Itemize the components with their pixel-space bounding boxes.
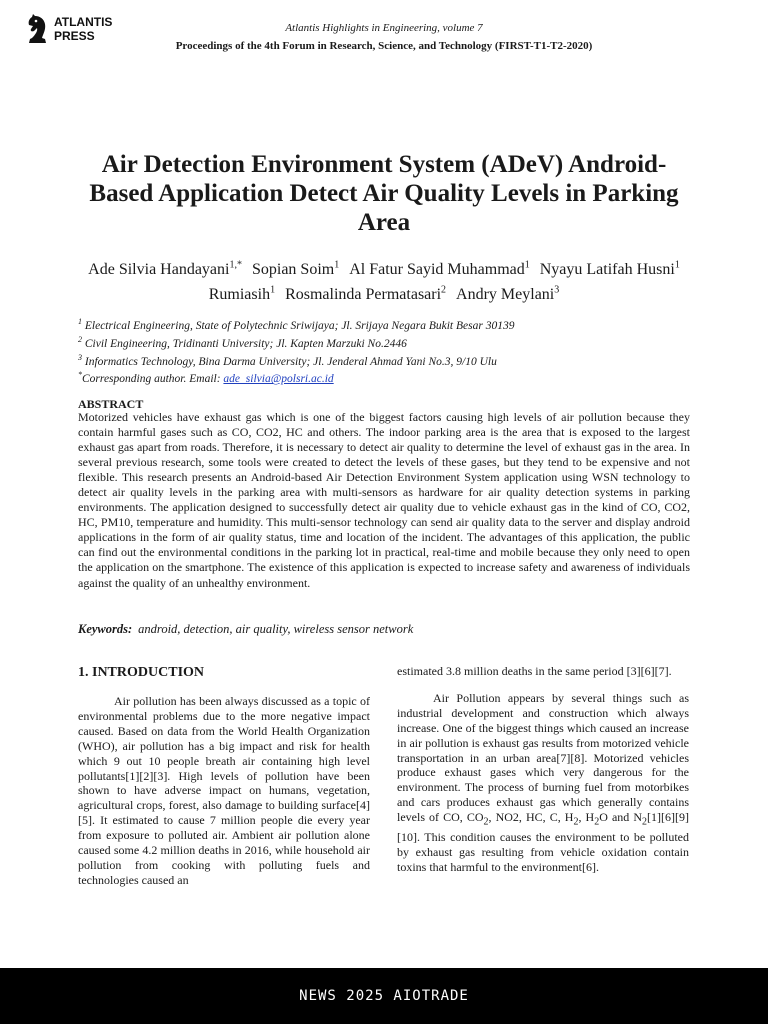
proceedings-title: Proceedings of the 4th Forum in Research, Science, and Technology (FIRST-T1-T2-2020) — [175, 40, 593, 52]
corresponding-author: *Corresponding author. Email: ade_silvia@polsri.ac.id — [78, 370, 334, 386]
paper-title: Air Detection Environment System (ADeV) Android-Based Application Detect Air Quality Levels in Parking Area — [89, 151, 679, 236]
paragraph: Air pollution has been always discussed as a topic of environmental problems due to the more negative impact caused. Based on data from the World Health Organization (WHO), air pollution has a big impact and risk for health which 9 out 10 people breath air containing high level pollutants[1][2][3]. High levels of pollution have been shown to have adverse impact on humans, vegetation, agricultural crops, forest, also damage to building surface[4][5]. It estimated to cause 7 million people die every year from exposure to polluted air. Ambient air pollution alone caused some 4.2 million deaths in 2016, while household air pollution from cooking with polluting fuels and technologies caused an — [78, 694, 370, 887]
knight-icon — [26, 14, 50, 44]
author-list — [70, 256, 698, 305]
news-banner: NEWS 2025 AIOTRADE — [0, 968, 768, 1024]
affiliation: $^2$ Civil Engineering, Tridinanti University; Jl. Kapten Marzuki No.2446 — [78, 334, 407, 350]
paragraph-continuation: estimated 3.8 million deaths in the same period [3][6][7]. — [397, 664, 672, 678]
author: Ade Silvia Handayani$^{1,*}$ — [88, 260, 242, 279]
affiliations — [78, 315, 690, 386]
paragraph: Air Pollution appears by several things such as industrial development and construction which always increase. One of the biggest things which caused an increase in air pollution is exhaust gas results from motorized vehicle transportation in an urban area[7][8]. Motorized vehicles produce exhaust gases which very dangerous for the environment. The process of burning fuel from motorbikes and cars produces exhaust gas which generally contains levels of CO, $CO_2$, NO2, HC, C, $H_2$, $H_2O$ and $N_2[1][6][9][10]$. This condition causes the environment to be polluted by exhaust gas resulting from vehicle oxidation contain toxins that harmful to the environment[6]. — [397, 690, 689, 875]
author: Rosmalinda Permatasari$^2$ — [285, 284, 447, 303]
left-column — [78, 664, 370, 888]
author: Sopian Soim$^1$ — [251, 260, 340, 279]
keywords-values: android, detection, air quality, wireless sensor network — [138, 622, 414, 636]
affiliation: $^1$ Electrical Engineering, State of Polytechnic Sriwijaya; Jl. Srijaya Negara Bukit Besar 30139 — [78, 317, 515, 332]
abstract-heading: ABSTRACT — [78, 397, 144, 411]
email-link[interactable]: ade_silvia@polsri.ac.id — [223, 373, 334, 386]
keywords-label: Keywords: — [78, 622, 133, 636]
abstract-body: Motorized vehicles have exhaust gas which is one of the biggest factors causing high levels of air pollution because they contain harmful gases such as CO, CO2, HC and others. The indoor parking area is the area that is exposed to the largest exhaust gas apart from roads. Therefore, it is necessary to detect air quality to determine the level of exhaust gas in the area. In several previous research, some tools were created to detect the levels of these gases, but they tend to be expensive and not flexible. This research presents an Android-based Air Detection Environment System application using WSN technology to detect air quality levels in the parking area with multi-sensors as hardware for air quality detection systems in parking environments. The application designed to successfully detect air quality due to vehicle exhaust gas in the kind of CO, CO2, HC, PM10, temperature and humidity. This multi-sensor technology can send air quality data to the server and display android applications in the form of air quality status, time and location of the incident. The advantages of this application, the public can find out the environmental conditions in the parking lot in practical, real-time and mobile because they only need to open the application on the smartphone. The existence of this application is expected to increase safety and awareness of individuals against the quality of an unhealthy environment. — [78, 410, 690, 590]
author: Nyayu Latifah Husni$^1$ — [539, 260, 680, 279]
logo-line-2: PRESS — [54, 29, 95, 43]
author: Al Fatur Sayid Muhammad$^1$ — [349, 260, 530, 279]
affiliation: $^3$ Informatics Technology, Bina Darma University; Jl. Jenderal Ahmad Yani No.3, 9/10 Ulu — [78, 352, 497, 368]
logo-line-1: ATLANTIS — [54, 15, 113, 29]
section-heading: 1. INTRODUCTION — [78, 665, 205, 680]
right-column — [397, 664, 689, 875]
publisher-logo — [26, 14, 118, 46]
author: Andry Meylani$^3$ — [456, 284, 560, 303]
author: Rumiasih$^1$ — [208, 284, 276, 303]
keywords — [78, 622, 413, 637]
series-title: Atlantis Highlights in Engineering, volume 7 — [285, 22, 483, 34]
